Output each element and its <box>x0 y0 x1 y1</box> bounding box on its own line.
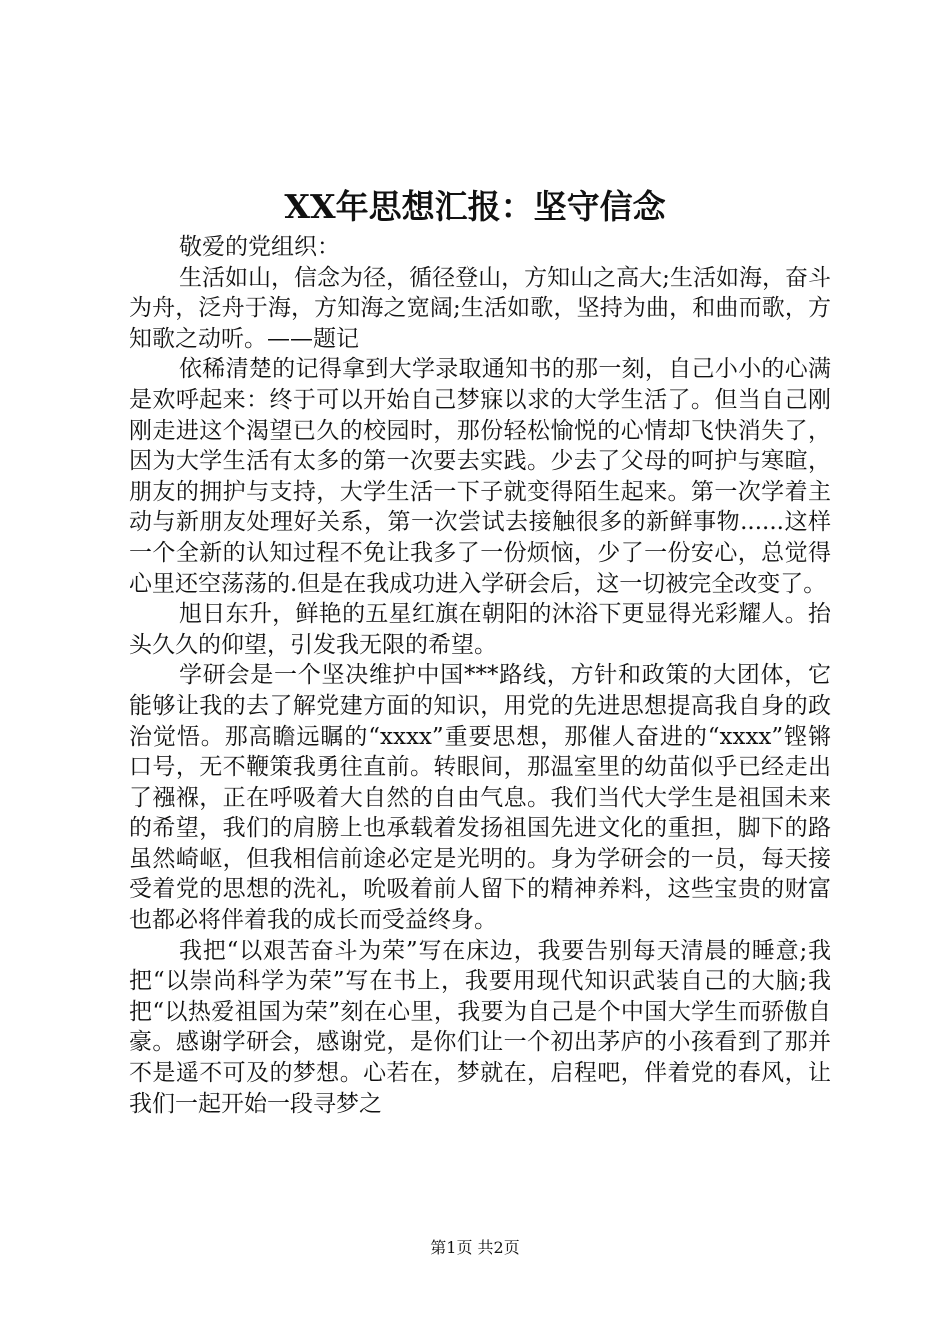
body-paragraph-4: 我把“以艰苦奋斗为荣”写在床边，我要告别每天清晨的睡意;我把“以崇尚科学为荣”写在书上，我要用现代知识武装自己的大脑;我把“以热爱祖国为荣”刻在心里，我要为自己是个中国大学生而骄傲自豪。感谢学研会，感谢党，是你们让一个初出茅庐的小孩看到了那并不是遥不可及的梦想。心若在，梦就在，启程吧，伴着党的春风，让我们一起开始一段寻梦之 <box>129 937 831 1117</box>
page-number-footer: 第1页 共2页 <box>430 1238 520 1257</box>
body-paragraph-2: 旭日东升，鲜艳的五星红旗在朝阳的沐浴下更显得光彩耀人。抬头久久的仰望，引发我无限的希望。 <box>129 601 831 658</box>
document-title: XX年思想汇报：坚守信念 <box>284 187 666 226</box>
epigraph-paragraph: 生活如山，信念为径，循径登山，方知山之高大;生活如海，奋斗为舟，泛舟于海，方知海之宽阔;生活如歌，坚持为曲，和曲而歌，方知歌之动听。——题记 <box>129 264 831 352</box>
body-paragraph-3: 学研会是一个坚决维护中国***路线，方针和政策的大团体，它能够让我的去了解党建方面的知识，用党的先进思想提高我自身的政治觉悟。那高瞻远瞩的“xxxx”重要思想，那催人奋进的“xxxx”铿锵口号，无不鞭策我勇往直前。转眼间，那温室里的幼苗似乎已经走出了襁褓，正在呼吸着大自然的自由气息。我们当代大学生是祖国未来的希望，我们的肩膀上也承载着发扬祖国先进文化的重担，脚下的路虽然崎岖，但我相信前途必定是光明的。身为学研会的一员，每天接受着党的思想的洗礼，吮吸着前人留下的精神养料，这些宝贵的财富也都必将伴着我的成长而受益终身。 <box>129 662 831 934</box>
body-paragraph-1: 依稀清楚的记得拿到大学录取通知书的那一刻，自己小小的心满是欢呼起来：终于可以开始自己梦寐以求的大学生活了。但当自己刚刚走进这个渴望已久的校园时，那份轻松愉悦的心情却飞快消失了，因为大学生活有太多的第一次要去实践。少去了父母的呵护与寒暄，朋友的拥护与支持，大学生活一下子就变得陌生起来。第一次学着主动与新朋友处理好关系，第一次尝试去接触很多的新鲜事物......这样一个全新的认知过程不免让我多了一份烦恼，少了一份安心，总觉得心里还空荡荡的.但是在我成功进入学研会后，这一切被完全改变了。 <box>129 356 831 597</box>
salutation-paragraph: 敬爱的党组织： <box>179 234 340 260</box>
document-body <box>129 232 831 1119</box>
